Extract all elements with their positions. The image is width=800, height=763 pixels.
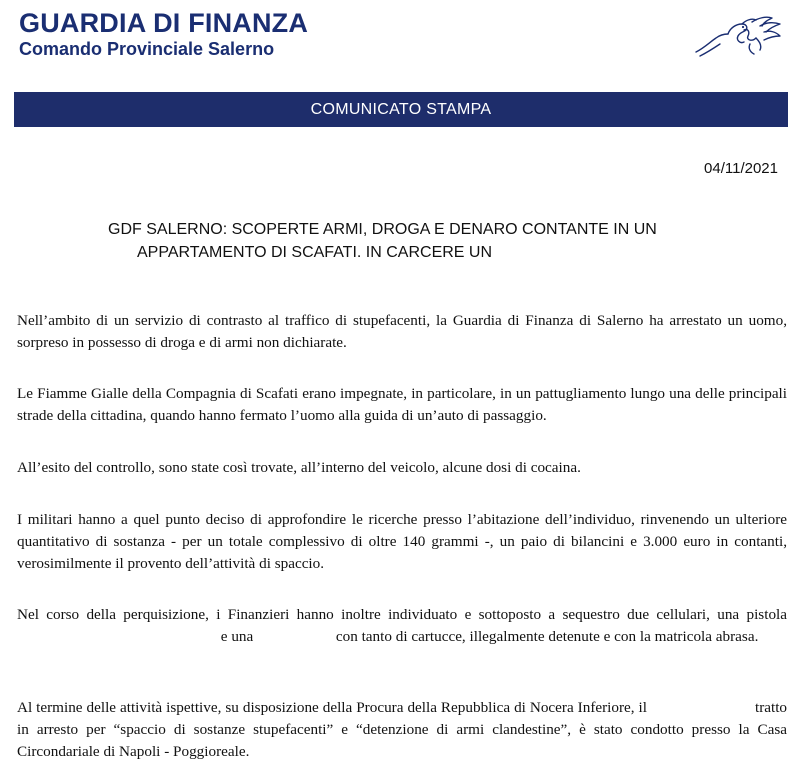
- headline-line-1: GDF SALERNO: SCOPERTE ARMI, DROGA E DENARO CONTANTE IN UN: [108, 221, 657, 238]
- paragraph-5-part-2: e una: [220, 628, 254, 645]
- paragraph-6: [17, 697, 787, 763]
- headline: [108, 218, 768, 264]
- paragraph-1: Nell’ambito di un servizio di contrasto al traffico di stupefacenti, la Guardia di Finanza di Salerno ha arrestato un uomo, sorpreso in possesso di droga e di armi non dichiarate.: [17, 312, 787, 351]
- paragraph-5-part-3: con tanto di cartucce, illegalmente detenute e con la matricola abrasa.: [335, 628, 759, 645]
- org-title: GUARDIA DI FINANZA: [19, 8, 309, 38]
- paragraph-6-part-2: tratto in arresto per “spaccio di sostanze stupefacenti” e “detenzione di armi clandestine”, è stato condotto presso la Casa Circondariale di Napoli - Poggioreale.: [17, 699, 788, 760]
- headline-line-2: APPARTAMENTO DI SCAFATI. IN CARCERE UN: [137, 244, 493, 261]
- org-subtitle: Comando Provinciale Salerno: [19, 39, 275, 59]
- paragraph-5: [17, 604, 787, 648]
- paragraph-6-part-1: Al termine delle attività ispettive, su disposizione della Procura della Repubblica di Nocera Inferiore, il: [17, 699, 647, 716]
- press-release-banner: [14, 92, 788, 127]
- banner-label: COMUNICATO STAMPA: [310, 100, 492, 118]
- paragraph-4: I militari hanno a quel punto deciso di approfondire le ricerche presso l’abitazione dell’individuo, rinvenendo un ulteriore quantitativo di sostanza - per un totale complessivo di oltre 140 grammi -, un paio di bilancini e 3.000 euro in contanti, verosimilmente il provento dell’attività di spaccio.: [17, 511, 787, 572]
- paragraph-2: Le Fiamme Gialle della Compagnia di Scafati erano impegnate, in particolare, in un pattugliamento lungo una delle principali strade della cittadina, quando hanno fermato l’uomo alla guida di un’auto di passaggio.: [17, 385, 787, 424]
- paragraph-5-part-1: Nel corso della perquisizione, i Finanzieri hanno inoltre individuato e sottoposto a sequestro due cellulari, una pistola: [17, 606, 787, 623]
- paragraph-3: All’esito del controllo, sono state così trovate, all’interno del veicolo, alcune dosi di cocaina.: [17, 459, 581, 476]
- release-date: 04/11/2021: [704, 160, 778, 177]
- griffin-emblem-icon: [690, 12, 786, 60]
